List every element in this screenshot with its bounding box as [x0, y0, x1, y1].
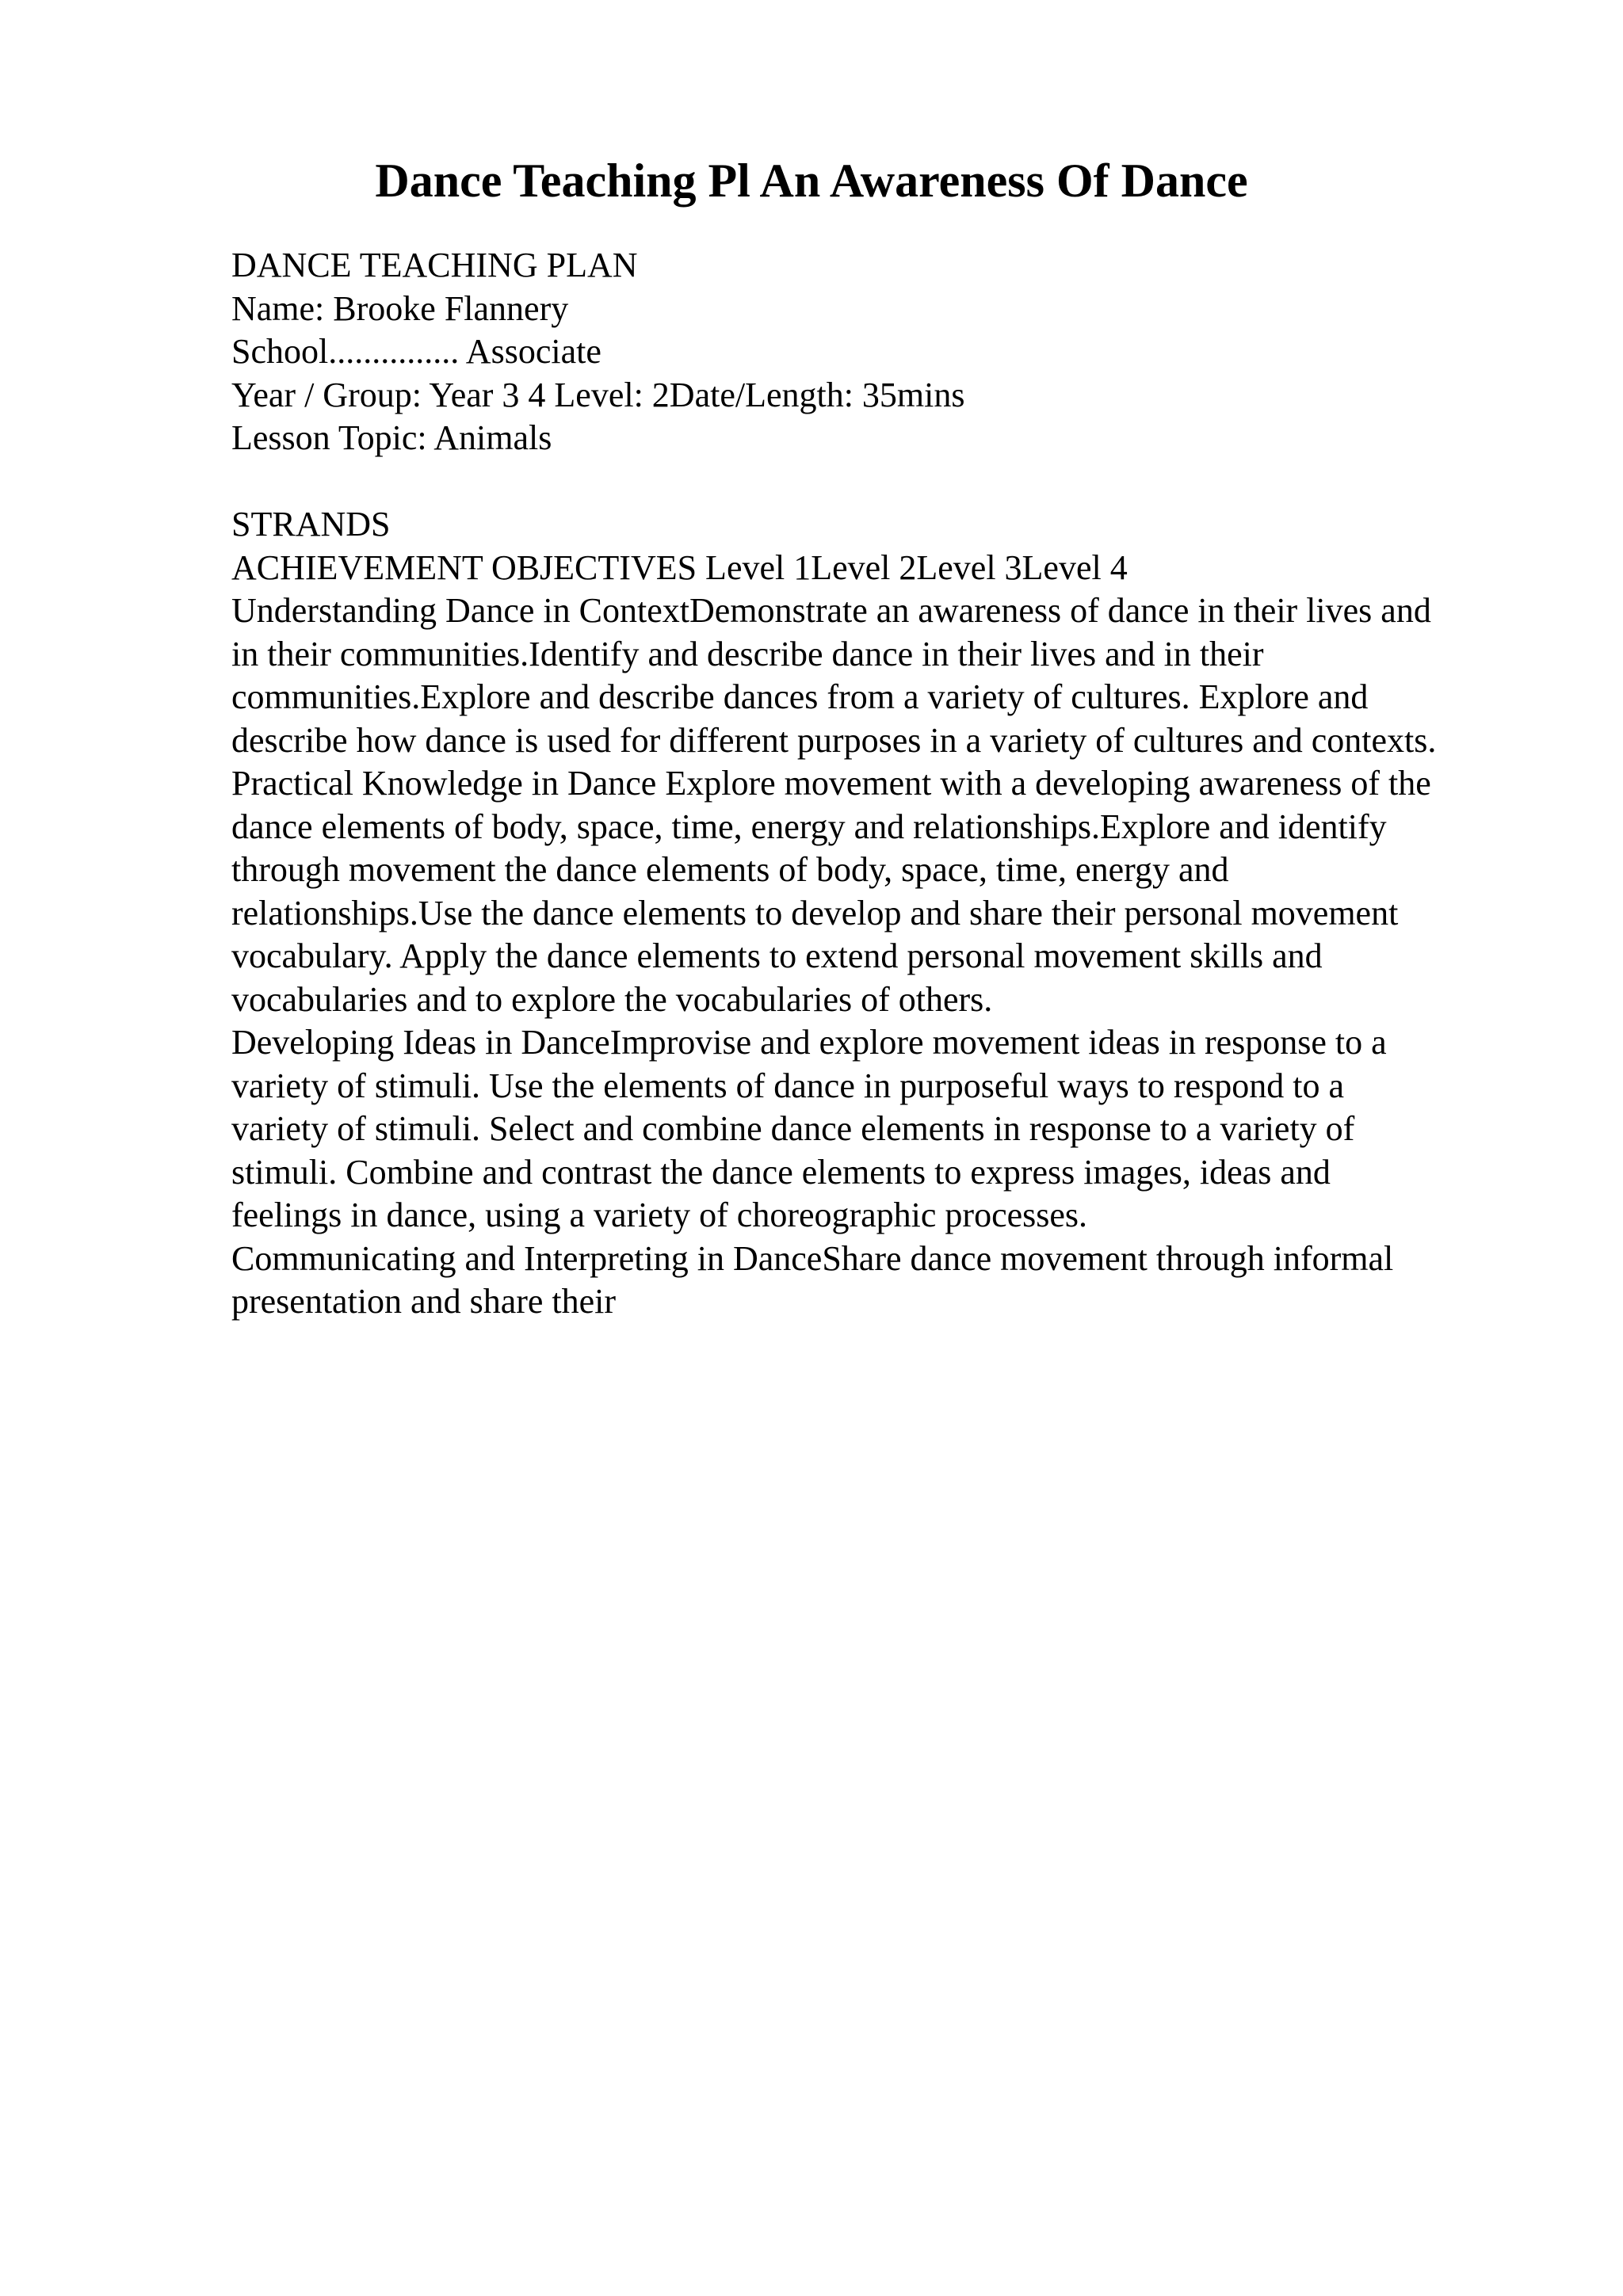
paragraph-line: in their communities.Identify and describe dance in their lives and in their	[231, 634, 1264, 673]
paragraph-line: vocabulary. Apply the dance elements to extend personal movement skills and	[231, 936, 1323, 975]
paragraph-line: vocabularies and to explore the vocabularies of others.	[231, 979, 993, 1019]
paragraph-line: variety of stimuli. Use the elements of dance in purposeful ways to respond to a	[231, 1066, 1344, 1105]
paragraph-line: relationships.Use the dance elements to develop and share their personal movement	[231, 893, 1399, 933]
paragraph-line: Understanding Dance in ContextDemonstrate an awareness of dance in their lives and	[231, 591, 1431, 630]
paragraph-line: describe how dance is used for different purposes in a variety of cultures and contexts.	[231, 720, 1437, 760]
lesson-topic-line: Lesson Topic: Animals	[231, 418, 552, 457]
paragraph-line: Developing Ideas in DanceImprovise and explore movement ideas in response to a	[231, 1023, 1387, 1062]
document-body	[231, 244, 1531, 1324]
blank-line	[231, 460, 1531, 504]
achievement-objectives-line: ACHIEVEMENT OBJECTIVES Level 1Level 2Level 3Level 4	[231, 547, 1128, 587]
paragraph-developing-ideas	[231, 1021, 1531, 1238]
paragraph-communicating	[231, 1238, 1531, 1324]
paragraph-line: Communicating and Interpreting in DanceShare dance movement through informal	[231, 1238, 1394, 1278]
strands-heading: STRANDS	[231, 505, 391, 543]
plan-heading: DANCE TEACHING PLAN	[231, 246, 638, 284]
paragraph-line: variety of stimuli. Select and combine dance elements in response to a variety of	[231, 1109, 1355, 1148]
paragraph-line: feelings in dance, using a variety of choreographic processes.	[231, 1196, 1088, 1234]
year-group-line: Year / Group: Year 3 4 Level: 2Date/Length: 35mins	[231, 375, 965, 414]
paragraph-line: dance elements of body, space, time, energy and relationships.Explore and identify	[231, 807, 1387, 846]
paragraph-line: presentation and share their	[231, 1282, 617, 1321]
name-line: Name: Brooke Flannery	[231, 288, 569, 328]
paragraph-line: through movement the dance elements of body, space, time, energy and	[231, 850, 1229, 889]
document-title: Dance Teaching Pl An Awareness Of Dance	[375, 154, 1248, 207]
header-block	[231, 244, 1531, 460]
paragraph-line: communities.Explore and describe dances from a variety of cultures. Explore and	[231, 677, 1369, 716]
paragraph-understanding-practical	[231, 589, 1531, 1021]
paragraph-line: stimuli. Combine and contrast the dance elements to express images, ideas and	[231, 1152, 1331, 1192]
paragraph-line: Practical Knowledge in Dance Explore movement with a developing awareness of the	[231, 764, 1431, 803]
school-line: School............... Associate	[231, 332, 601, 371]
